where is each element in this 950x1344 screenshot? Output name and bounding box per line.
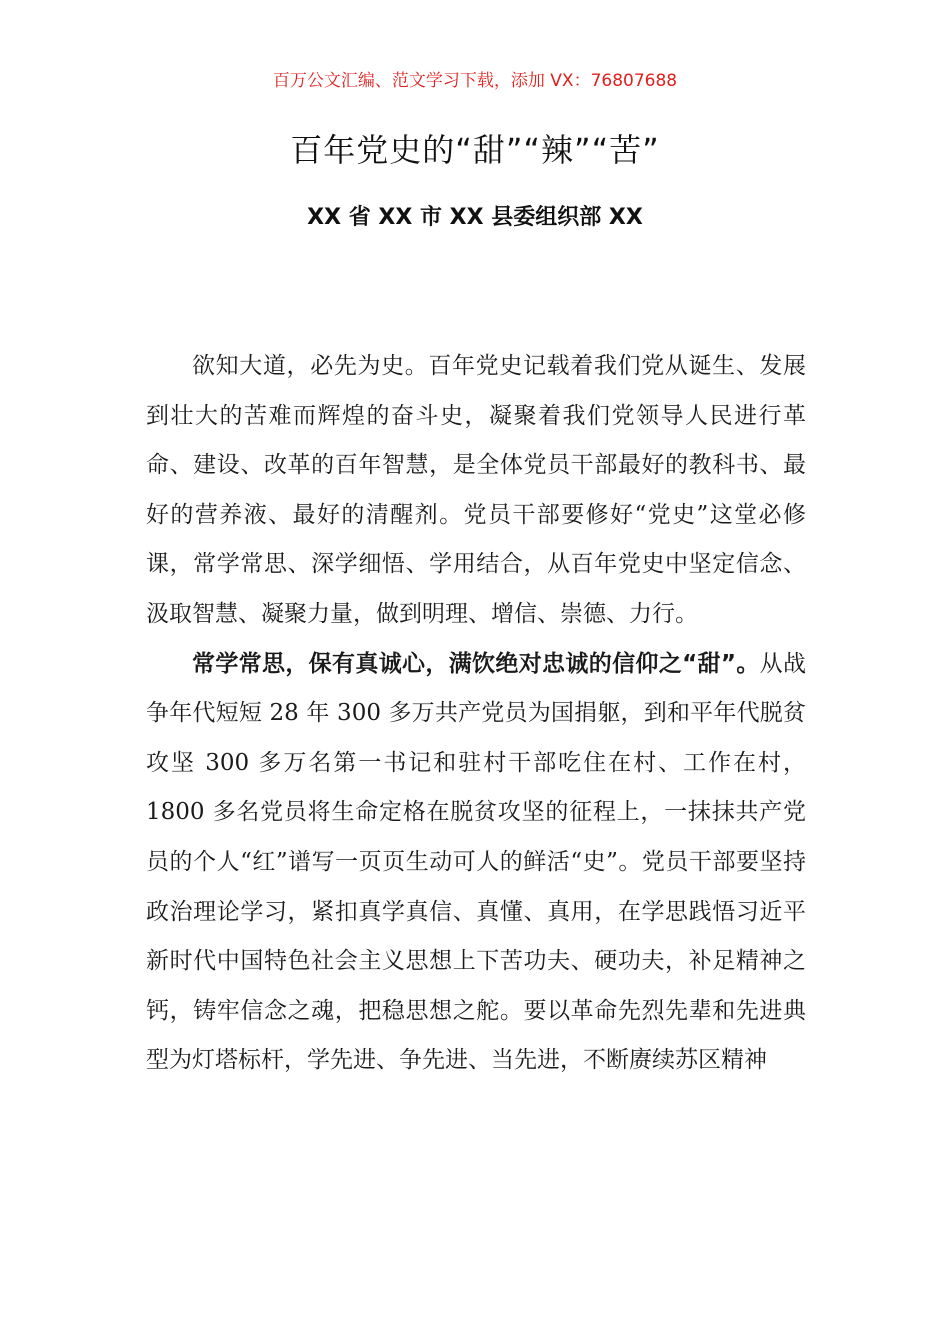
paragraph-text: 从战争年代短短 28 年 300 多万共产党员为国捐躯，到和平年代脱贫攻坚 300 多万名第一书记和驻村干部吃住在村、工作在村，1800 多名党员将生命定格在脱贫攻坚的征程上，一抹抹共产党员的个人“红”谱写一页页生动可人的鲜活“史”。党员干部要坚持政治理论学习，紧扣真学真信、真懂、真用，在学思践悟习近平新时代中国特色社会主义思想上下苦功夫、硬功夫，补足精神之钙，铸牢信念之魂，把稳思想之舵。要以革命先烈先辈和先进典型为灯塔标杆，学先进、争先进、当先进，不断赓续苏区精神 <box>146 650 807 1074</box>
paragraph <box>146 640 806 1086</box>
paragraph <box>146 342 806 640</box>
document-body <box>146 342 806 1086</box>
paragraph-lead: 常学常思，保有真诚心，满饮绝对忠诚的信仰之“甜”。 <box>192 650 760 677</box>
paragraph-text: 欲知大道，必先为史。百年党史记载着我们党从诞生、发展到壮大的苦难而辉煌的奋斗史，凝聚着我们党领导人民进行革命、建设、改革的百年智慧，是全体党员干部最好的教科书、最好的营养液、最好的清醒剂。党员干部要修好“党史”这堂必修课，常学常思、深学细悟、学用结合，从百年党史中坚定信念、汲取智慧、凝聚力量，做到明理、增信、崇德、力行。 <box>146 353 806 627</box>
author-byline: XX 省 XX 市 XX 县委组织部 XX <box>307 205 643 230</box>
header-note: 百万公文汇编、范文学习下载，添加 VX：76807688 <box>272 71 678 91</box>
page-title: 百年党史的“甜”“辣”“苦” <box>290 131 660 169</box>
